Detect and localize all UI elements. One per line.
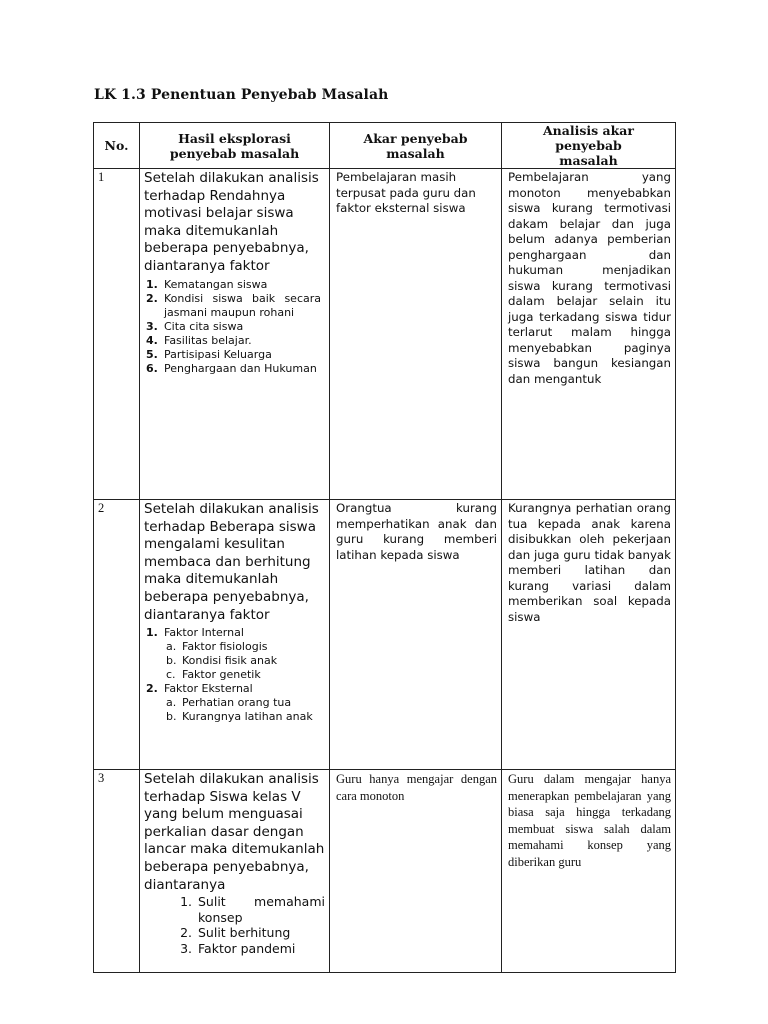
- list-item: 1. Sulit memahami konsep: [180, 894, 325, 925]
- analisis-akar-cell: [502, 500, 676, 770]
- sub-factor-list: [146, 640, 325, 682]
- sub-factor-list: [146, 696, 325, 724]
- list-item: 3. Cita cita siswa: [146, 319, 244, 333]
- factor-list: [140, 626, 329, 724]
- row-number: 3: [94, 770, 140, 973]
- hasil-eksplorasi-cell: [140, 169, 330, 500]
- analisis-akar-cell: [502, 169, 676, 500]
- list-item: 1. Kematangan siswa: [146, 277, 268, 291]
- list-item: 3. Faktor pandemi: [180, 940, 296, 956]
- akar-penyebab-text: Pembelajaran masih terpusat pada guru dan faktor eksternal siswa: [336, 170, 476, 215]
- header-akar-penyebab: Akar penyebab masalah: [330, 123, 502, 169]
- list-item: c. Faktor genetik: [166, 668, 261, 682]
- header-no: No.: [94, 123, 140, 169]
- list-item: b. Kondisi fisik anak: [166, 654, 278, 668]
- list-item: b. Kurangnya latihan anak: [166, 710, 313, 724]
- factor-list: [140, 894, 329, 956]
- analisis-akar-cell: [502, 770, 676, 973]
- cause-analysis-table: [93, 122, 676, 973]
- table-row: [94, 770, 676, 973]
- hasil-eksplorasi-cell: [140, 500, 330, 770]
- list-item: 2. Kondisi siswa baik secara jasmani maupun rohani: [146, 291, 321, 319]
- table-row: [94, 169, 676, 500]
- table-header-row: [94, 123, 676, 169]
- page-title: LK 1.3 Penentuan Penyebab Masalah: [94, 87, 389, 103]
- akar-penyebab-text: Guru hanya mengajar dengan cara monoton: [336, 772, 497, 803]
- factor-list: [140, 278, 329, 376]
- list-item: 2. Faktor Eksternal a. Perhatian orang tua b. Kurangnya latihan anak: [146, 682, 325, 724]
- table-row: [94, 500, 676, 770]
- row-number: 2: [94, 500, 140, 770]
- hasil-intro: Setelah dilakukan analisis terhadap Beberapa siswa mengalami kesulitan membaca dan berhitung maka ditemukanlah beberapa penyebabnya, diantaranya faktor: [144, 501, 319, 623]
- list-item: 2. Sulit berhitung: [180, 925, 291, 941]
- akar-penyebab-cell: [330, 770, 502, 973]
- list-item: 1. Faktor Internal a. Faktor fisiologis b. Kondisi fisik anak c. Faktor genetik: [146, 626, 325, 682]
- analisis-akar-text: Kurangnya perhatian orang tua kepada anak karena disibukkan oleh pekerjaan dan juga guru tidak banyak memberi latihan dan kurang variasi dalam memberikan soal kepada siswa: [508, 501, 671, 624]
- row-number: 1: [94, 169, 140, 500]
- header-analisis-akar: Analisis akar penyebab masalah: [502, 123, 676, 169]
- list-item: 4. Fasilitas belajar.: [146, 333, 252, 347]
- analisis-akar-text: Pembelajaran yang monoton menyebabkan siswa kurang termotivasi dakam belajar dan juga belum adanya pemberian penghargaan dan hukuman menjadikan siswa kurang termotivasi dalam belajar selain itu juga terkadang siswa tidur terlarut malam hingga menyebabkan paginya siswa bangun kesiangan dan mengantuk: [508, 170, 671, 386]
- akar-penyebab-text: Orangtua kurang memperhatikan anak dan guru kurang memberi latihan kepada siswa: [336, 501, 497, 562]
- analisis-akar-text: Guru dalam mengajar hanya menerapkan pembelajaran yang biasa saja hingga terkadang membuat siswa salah dalam memahami konsep yang diberikan guru: [508, 772, 671, 869]
- list-item: a. Perhatian orang tua: [166, 696, 292, 710]
- akar-penyebab-cell: [330, 169, 502, 500]
- hasil-intro: Setelah dilakukan analisis terhadap Siswa kelas V yang belum menguasai perkalian dasar dengan lancar maka ditemukanlah beberapa penyebabnya, diantaranya: [144, 771, 325, 893]
- header-hasil-eksplorasi: Hasil eksplorasi penyebab masalah: [140, 123, 330, 169]
- list-item: 5. Partisipasi Keluarga: [146, 347, 272, 361]
- list-item: a. Faktor fisiologis: [166, 640, 268, 654]
- hasil-eksplorasi-cell: [140, 770, 330, 973]
- hasil-intro: Setelah dilakukan analisis terhadap Rendahnya motivasi belajar siswa maka ditemukanlah beberapa penyebabnya, diantaranya faktor: [144, 170, 319, 274]
- list-item: 6. Penghargaan dan Hukuman: [146, 361, 317, 375]
- akar-penyebab-cell: [330, 500, 502, 770]
